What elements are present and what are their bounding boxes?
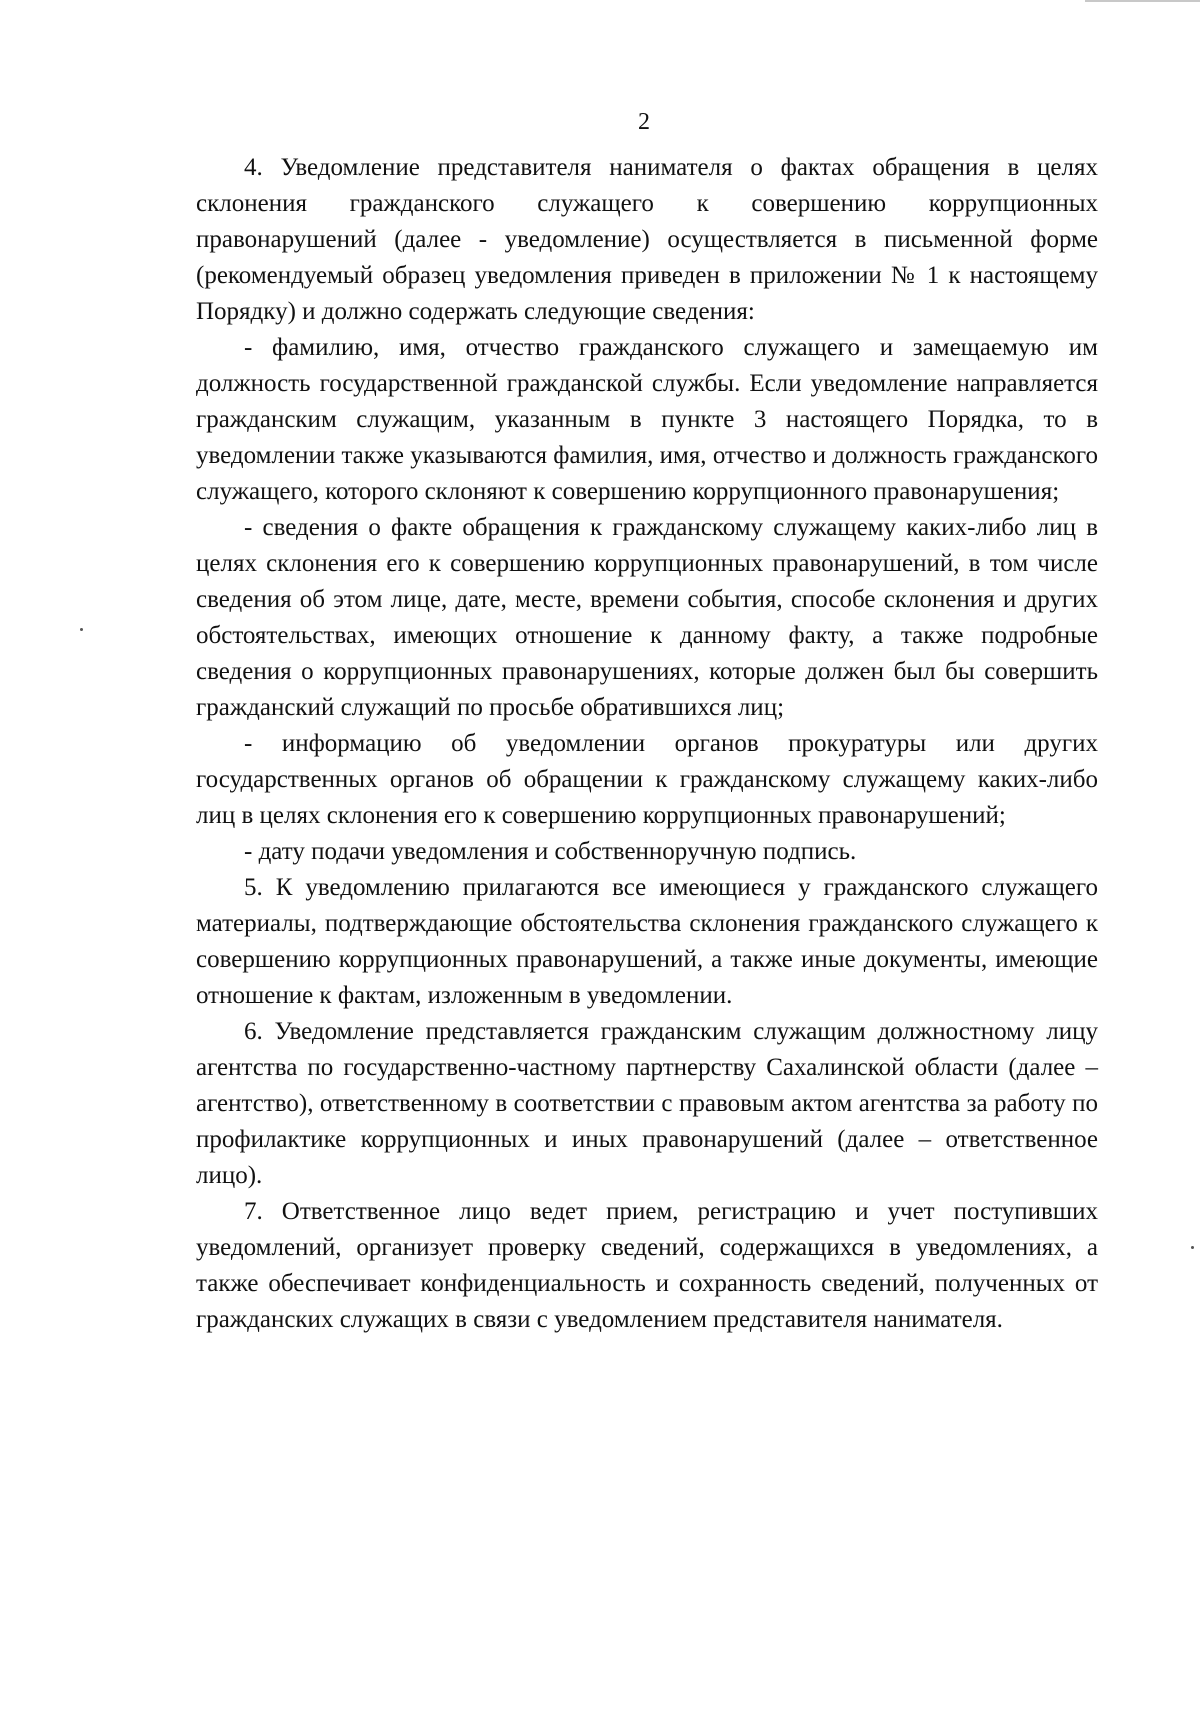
scan-edge-mark — [1085, 0, 1200, 2]
scan-speck — [1191, 1246, 1194, 1249]
list-item-date-signature: - дату подачи уведомления и собственноручную подпись. — [244, 838, 857, 865]
paragraph-item-6: 6. Уведомление представляется гражданским служащим должностному лицу агентства по государственно-частному партнерству Сахалинской области (далее – агентство), ответственному в соответствии с правовым актом агентства за работу по профилактике коррупционных и иных правонарушений (далее – ответственное лицо). — [196, 1018, 1098, 1189]
scan-speck — [80, 628, 83, 631]
document-body — [196, 150, 1098, 1338]
list-item-prosecutor-notice: - информацию об уведомлении органов прокуратуры или других государственных органов об обращении к гражданскому служащему каких-либо лиц в целях склонения его к совершению коррупционных правонарушений; — [196, 730, 1098, 829]
list-item-fact-details: - сведения о факте обращения к гражданскому служащему каких-либо лиц в целях склонения его к совершению коррупционных правонарушений, в том числе сведения об этом лице, дате, месте, времени события, способе склонения и других обстоятельствах, имеющих отношение к данному факту, а также подробные сведения о коррупционных правонарушениях, которые должен был бы совершить гражданский служащий по просьбе обратившихся лиц; — [196, 514, 1098, 721]
paragraph-item-4: 4. Уведомление представителя нанимателя о фактах обращения в целях склонения гражданского служащего к совершению коррупционных правонарушений (далее - уведомление) осуществляется в письменной форме (рекомендуемый образец уведомления приведен в приложении № 1 к настоящему Порядку) и должно содержать следующие сведения: — [196, 154, 1098, 325]
paragraph-item-5: 5. К уведомлению прилагаются все имеющиеся у гражданского служащего материалы, подтверждающие обстоятельства склонения гражданского служащего к совершению коррупционных правонарушений, а также иные документы, имеющие отношение к фактам, изложенным в уведомлении. — [196, 874, 1098, 1009]
paragraph-item-7: 7. Ответственное лицо ведет прием, регистрацию и учет поступивших уведомлений, организует проверку сведений, содержащихся в уведомлениях, а также обеспечивает конфиденциальность и сохранность сведений, полученных от гражданских служащих в связи с уведомлением представителя нанимателя. — [196, 1198, 1098, 1333]
list-item-full-name-position: - фамилию, имя, отчество гражданского служащего и замещаемую им должность государственной гражданской службы. Если уведомление направляется гражданским служащим, указанным в пункте 3 настоящего Порядка, то в уведомлении также указываются фамилия, имя, отчество и должность гражданского служащего, которого склоняют к совершению коррупционного правонарушения; — [196, 334, 1098, 505]
page-number: 2 — [638, 109, 650, 135]
